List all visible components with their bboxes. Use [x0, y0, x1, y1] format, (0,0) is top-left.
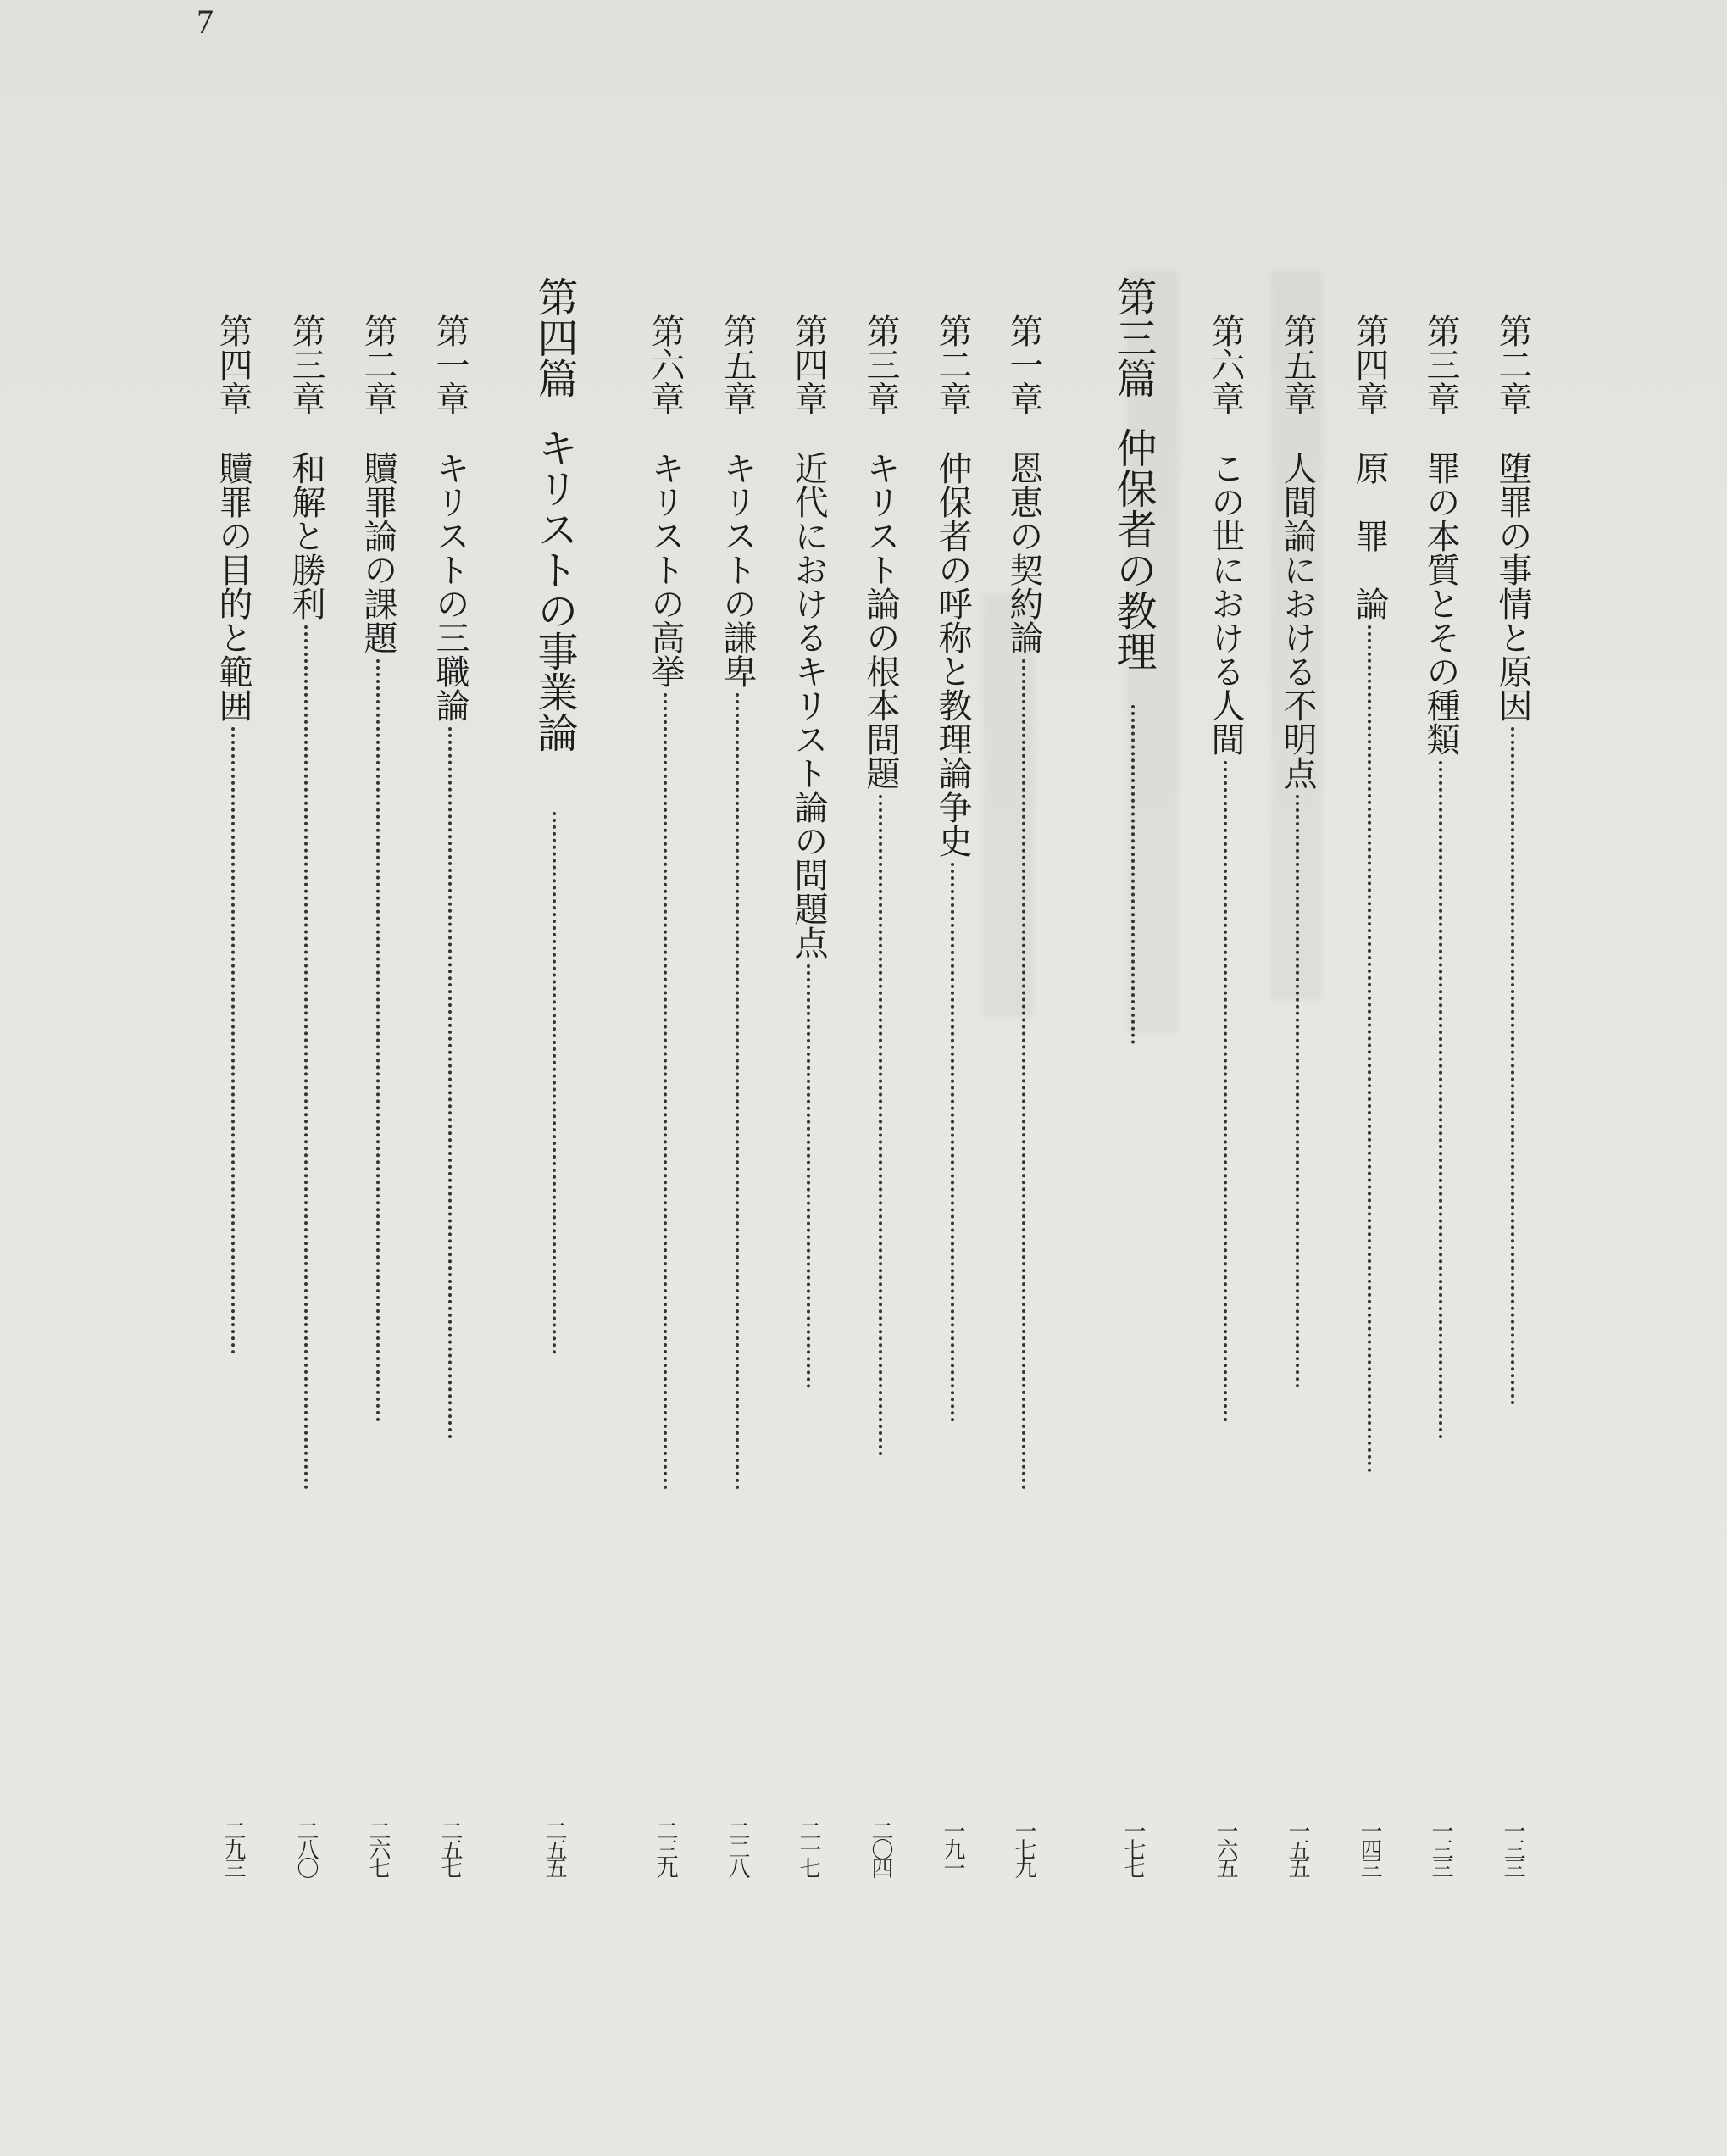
- entry-page: 二八〇: [293, 1820, 319, 1875]
- dot-leader: [714, 693, 739, 1490]
- toc-entry: [1417, 314, 1464, 1898]
- entry-label: 第五章: [718, 314, 757, 415]
- toc-entry: [714, 314, 761, 1898]
- entry-title: キリストの事業論: [530, 427, 578, 753]
- entry-page: 一三三: [1428, 1820, 1453, 1875]
- dot-leader: [857, 795, 882, 1456]
- page-number: 7: [197, 3, 214, 41]
- toc-entry: [929, 314, 976, 1898]
- dot-leader: [1274, 795, 1299, 1388]
- entry-label: 第六章: [1206, 314, 1245, 415]
- toc-entry: [641, 314, 689, 1898]
- toc-entry: [1000, 314, 1047, 1898]
- toc-entry: [1274, 314, 1321, 1898]
- entry-label: 第六章: [646, 314, 685, 415]
- entry-page: 二五七: [437, 1820, 463, 1875]
- entry-title: 仲保者の教理: [1109, 427, 1157, 671]
- entry-label: 第二章: [933, 314, 972, 415]
- dot-leader: [1106, 705, 1135, 1044]
- toc-part-entry: [527, 276, 581, 1898]
- dot-leader: [282, 625, 308, 1490]
- entry-page: 一九一: [940, 1820, 965, 1875]
- entry-label: 第二章: [1493, 314, 1532, 415]
- entry-title: この世における人間: [1206, 451, 1245, 756]
- entry-label: 第三章: [1421, 314, 1460, 415]
- toc-entry: [1202, 314, 1249, 1898]
- dot-leader: [354, 659, 380, 1422]
- entry-title: 原 罪 論: [1350, 451, 1389, 620]
- entry-label: 第四篇: [530, 276, 578, 398]
- dot-leader: [209, 727, 235, 1354]
- entry-page: 一六五: [1213, 1820, 1238, 1875]
- entry-page: 一五五: [1285, 1820, 1310, 1875]
- dot-leader: [527, 812, 556, 1354]
- entry-page: 二六七: [365, 1820, 391, 1875]
- toc-entry: [209, 314, 257, 1898]
- toc-entry: [354, 314, 402, 1898]
- entry-label: 第三章: [861, 314, 900, 415]
- toc-entry: [1489, 314, 1536, 1898]
- entry-page: 二一七: [796, 1820, 821, 1875]
- entry-page: 二九三: [220, 1820, 246, 1875]
- entry-label: 第二章: [358, 314, 397, 415]
- entry-label: 第一章: [430, 314, 469, 415]
- entry-page: 一七七: [1120, 1820, 1146, 1875]
- dot-leader: [1346, 625, 1371, 1473]
- entry-title: 罪の本質とその種類: [1421, 451, 1460, 756]
- entry-title: 和解と勝利: [286, 451, 325, 620]
- entry-title: 贖罪の目的と範囲: [214, 451, 253, 722]
- toc-entry: [1346, 314, 1393, 1898]
- entry-title: キリスト論の根本問題: [861, 451, 900, 790]
- entry-page: 二〇四: [868, 1820, 893, 1875]
- entry-label: 第四章: [1350, 314, 1389, 415]
- dot-leader: [929, 863, 954, 1422]
- entry-label: 第三章: [286, 314, 325, 415]
- dot-leader: [641, 693, 667, 1490]
- entry-page: 一三三: [1500, 1820, 1525, 1875]
- entry-label: 第四章: [214, 314, 253, 415]
- dot-leader: [1202, 761, 1227, 1422]
- entry-title: キリストの謙卑: [718, 451, 757, 688]
- dot-leader: [1489, 727, 1514, 1405]
- dot-leader: [1000, 659, 1025, 1490]
- entry-title: 人間論における不明点: [1278, 451, 1317, 790]
- dot-leader: [1417, 761, 1442, 1439]
- entry-title: 仲保者の呼称と教理論争史: [933, 451, 972, 858]
- entry-title: 贖罪論の課題: [358, 451, 397, 654]
- entry-label: 第五章: [1278, 314, 1317, 415]
- toc-entry: [857, 314, 904, 1898]
- entry-title: キリストの高挙: [646, 451, 685, 688]
- entry-page: 二三九: [652, 1820, 678, 1875]
- entry-page: 二五五: [541, 1820, 567, 1875]
- entry-title: 恩恵の契約論: [1004, 451, 1043, 654]
- toc-part-entry: [1106, 276, 1160, 1898]
- dot-leader: [426, 727, 452, 1439]
- entry-title: 近代におけるキリスト論の問題点: [789, 451, 828, 959]
- entry-title: 堕罪の事情と原因: [1493, 451, 1532, 722]
- entry-page: 二二八: [725, 1820, 750, 1875]
- entry-page: 一七九: [1011, 1820, 1036, 1875]
- entry-title: キリストの三職論: [430, 451, 469, 722]
- entry-label: 第三篇: [1109, 276, 1157, 398]
- entry-page: 一四三: [1357, 1820, 1382, 1875]
- dot-leader: [785, 964, 810, 1388]
- toc-entry: [426, 314, 474, 1898]
- toc-entry: [785, 314, 832, 1898]
- toc-entry: [282, 314, 330, 1898]
- entry-label: 第四章: [789, 314, 828, 415]
- entry-label: 第一章: [1004, 314, 1043, 415]
